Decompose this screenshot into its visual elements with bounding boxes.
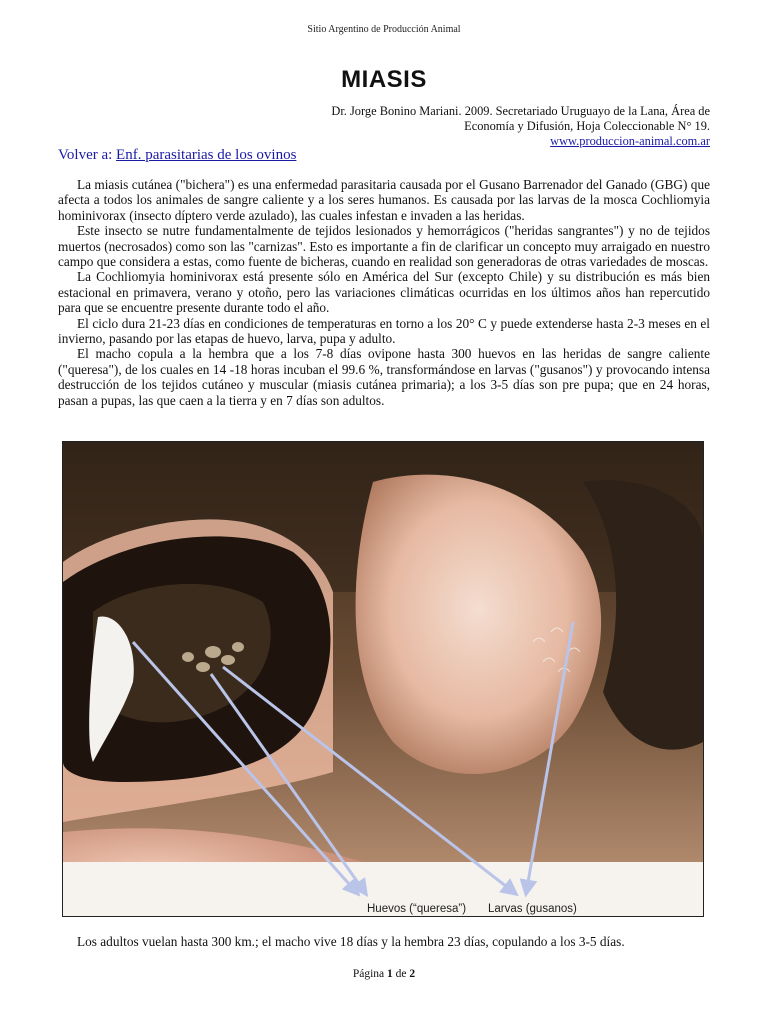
paragraph: La Cochliomyia hominivorax está presente sólo en América del Sur (excepto Chile) y su distribución es más bien estacional en primavera, verano y otoño, pero las variaciones climáticas ocurridas en los últimos años han repercutido para que se encuentre presente durante todo el año. (58, 269, 710, 316)
page-total: 2 (409, 968, 416, 980)
wound-photo (62, 441, 704, 917)
website-link[interactable]: www.produccion-animal.com.ar (550, 134, 710, 148)
page-middle: de (392, 968, 410, 980)
eggs-label: Huevos (“queresa”) (367, 903, 467, 915)
larvae-label: Larvas (gusanos) (488, 903, 577, 915)
citation-line-1: Dr. Jorge Bonino Mariani. 2009. Secretariado Uruguayo de la Lana, Área de (331, 104, 710, 118)
page-footer (0, 968, 768, 980)
site-header: Sitio Argentino de Producción Animal (307, 24, 461, 35)
photo-caption: Los adultos vuelan hasta 300 km.; el macho vive 18 días y la hembra 23 días, copulando a los 3-5 días. (77, 934, 625, 949)
back-prefix: Volver a: (58, 147, 117, 163)
paragraph: La miasis cutánea ("bichera") es una enfermedad parasitaria causada por el Gusano Barrenador del Ganado (GBG) que afecta a todos los animales de sangre caliente y a los seres humanos. Es causada por las larvas de la mosca Cochliomyia hominivorax (insecto díptero verde azulado), las cuales infestan e invaden a las heridas. (58, 177, 710, 223)
paragraph: El macho copula a la hembra que a los 7-8 días ovipone hasta 300 huevos en las heridas de sangre caliente ("queresa"), de los cuales en 14 -18 horas incuban el 99.6 %, transformándose en larvas ("gusanos") y provocando intensa destrucción de los tejidos cutáneo y muscular (miasis cutánea primaria); a los 3-5 días son pre pupa; que en 24 horas, pasan a pupas, las que caen a la tierra y en 7 días son adultos. (58, 346, 710, 408)
page-current: 1 (387, 968, 393, 980)
page-prefix: Página (352, 968, 388, 980)
citation-line-2: Economía y Difusión, Hoja Coleccionable N° 19. (464, 119, 710, 133)
article-body (58, 177, 710, 408)
back-navigation (58, 147, 296, 164)
paragraph: El ciclo dura 21-23 días en condiciones de temperaturas en torno a los 20° C y puede extenderse hasta 2-3 meses en el invierno, pasando por las etapas de huevo, larva, pupa y adulto. (58, 315, 710, 347)
back-link[interactable]: Enf. parasitarias de los ovinos (116, 147, 297, 163)
page-title: MIASIS (341, 66, 427, 93)
citation (250, 104, 710, 149)
paragraph: Este insecto se nutre fundamentalmente de tejidos lesionados y hemorrágicos ("heridas sangrantes") y no de tejidos muertos (necrosados) como son las "carnizas". Esto es importante a fin de clarificar un concepto muy arraigado en nuestro campo que considera a estas, como fuente de bicheras, cuando en realidad son generadoras de otras variedades de moscas. (58, 223, 710, 270)
